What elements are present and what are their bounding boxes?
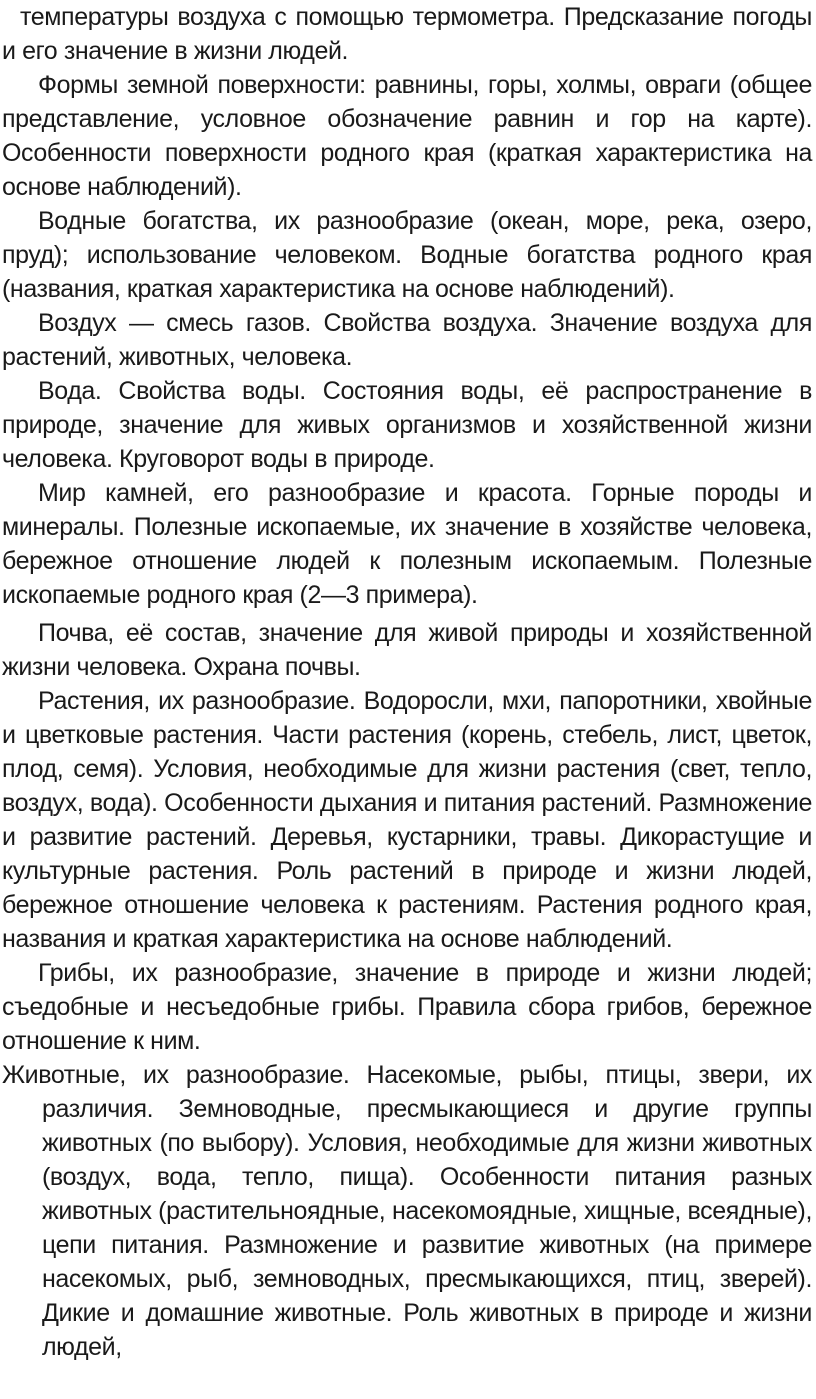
paragraph-air: Воздух — смесь газов. Свойства воздуха. Значение воздуха для растений, животных, человека.	[2, 309, 812, 371]
paragraph-weather: температуры воздуха с помощью термометра. Предсказание погоды и его значение в жизни людей.	[2, 3, 812, 65]
paragraph-water: Вода. Свойства воды. Состояния воды, её распространение в природе, значение для живых организмов и хозяйственной жизни человека. Круговорот воды в природе.	[2, 377, 812, 473]
paragraph-mushrooms: Грибы, их разнообразие, значение в природе и жизни людей; съедобные и несъедобные грибы. Правила сбора грибов, бережное отношение к ним.	[2, 959, 812, 1055]
paragraph-animals: Животные, их разнообразие. Насекомые, рыбы, птицы, звери, их различия. Земноводные, пресмыкающиеся и другие группы животных (по выбору). Условия, необходимые для жизни животных (воздух, вода, тепло, пища). Особенности питания разных животных (растительноядные, насекомоядные, хищные, всеядные), цепи питания. Размножение и развитие животных (на примере насекомых, рыб, земноводных, пресмыкающихся, птиц, зверей). Дикие и домашние животные. Роль животных в природе и жизни людей,	[2, 1061, 812, 1361]
paragraph-water-resources: Водные богатства, их разнообразие (океан, море, река, озеро, пруд); использование человеком. Водные богатства родного края (названия, краткая характеристика на основе наблюдений).	[2, 207, 812, 303]
paragraph-land-forms: Формы земной поверхности: равнины, горы, холмы, овраги (общее представление, условное обозначение равнин и гор на карте). Особенности поверхности родного края (краткая характеристика на основе наблюдений).	[2, 71, 812, 201]
paragraph-plants: Растения, их разнообразие. Водоросли, мхи, папоротники, хвойные и цветковые растения. Части растения (корень, стебель, лист, цветок, плод, семя). Условия, необходимые для жизни растения (свет, тепло, воздух, вода). Особенности дыхания и питания растений. Размножение и развитие растений. Деревья, кустарники, травы. Дикорастущие и культурные растения. Роль растений в природе и жизни людей, бережное отношение человека к растениям. Растения родного края, названия и краткая характеристика на основе наблюдений.	[2, 687, 812, 953]
paragraph-stones: Мир камней, его разнообразие и красота. Горные породы и минералы. Полезные ископаемые, их значение в хозяйстве человека, бережное отношение людей к полезным ископаемым. Полезные ископаемые родного края (2—3 примера).	[2, 479, 812, 609]
paragraph-soil: Почва, её состав, значение для живой природы и хозяйственной жизни человека. Охрана почвы.	[2, 619, 812, 681]
document-page	[2, 0, 812, 1364]
